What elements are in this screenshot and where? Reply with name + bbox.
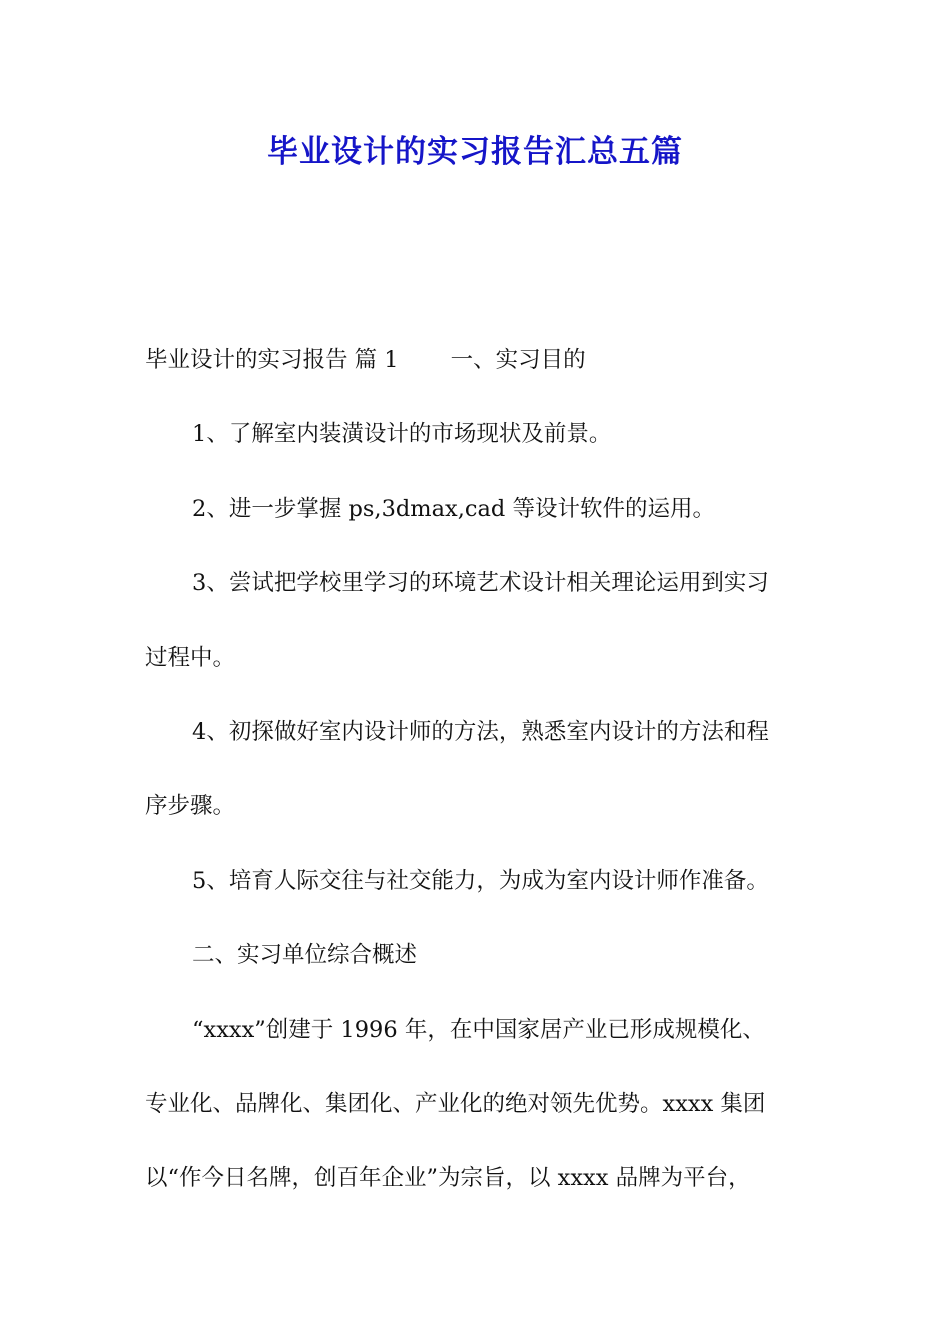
paragraph-line: 5、培育人际交往与社交能力，为成为室内设计师作准备。 — [192, 867, 769, 894]
paragraph-line: 1、了解室内装潢设计的市场现状及前景。 — [192, 421, 612, 448]
paragraph-line: 2、进一步掌握 ps,3dmax,cad 等设计软件的运用。 — [192, 495, 715, 522]
section-heading: 一、实习目的 — [450, 347, 586, 373]
paragraph-line: 序步骤。 — [145, 793, 236, 820]
document-title: 毕业设计的实习报告汇总五篇 — [267, 134, 683, 170]
paragraph-line: 3、尝试把学校里学习的环境艺术设计相关理论运用到实习 — [192, 570, 769, 597]
paragraph-line: 过程中。 — [145, 644, 236, 671]
paragraph-line: 4、初探做好室内设计师的方法，熟悉室内设计的方法和程 — [192, 718, 769, 745]
document-body — [145, 336, 811, 1229]
section-heading-line — [145, 336, 811, 410]
report-label: 毕业设计的实习报告 篇 1 — [145, 347, 399, 373]
paragraph-line: 专业化、品牌化、集团化、产业化的绝对领先优势。xxxx 集团 — [145, 1090, 766, 1117]
section-heading: 二、实习单位综合概述 — [192, 942, 418, 969]
paragraph-line: 以“作今日名牌，创百年企业”为宗旨，以 xxxx 品牌为平台， — [145, 1165, 751, 1192]
paragraph-line: “xxxx”创建于 1996 年，在中国家居产业已形成规模化、 — [192, 1016, 765, 1043]
